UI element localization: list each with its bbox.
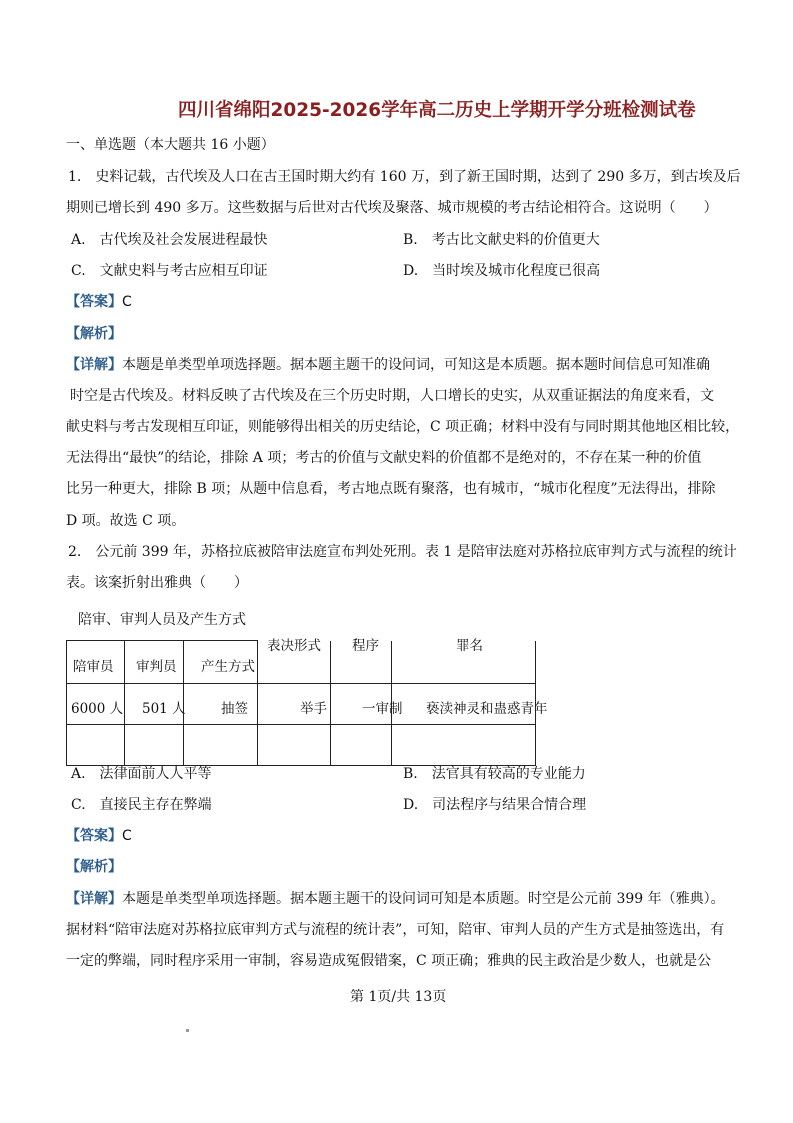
table-cell-blank: [184, 725, 258, 766]
q1-detail-line6: D 项。故选 C 项。: [66, 513, 186, 529]
q1-detail-line2: 时空是古代埃及。材料反映了古代埃及在三个历史时期，人口增长的史实，从双重证据法的角度来看，文: [70, 388, 714, 404]
q2-option-a: A. 法律面前人人平等: [71, 766, 212, 782]
q2-stem-line2: 表。该案折射出雅典（ ）: [66, 575, 248, 591]
q1-option-a: A. 古代埃及社会发展进程最快: [71, 232, 268, 248]
page-mark: [186, 1029, 189, 1032]
table-header-jurors: 陪审员: [73, 659, 114, 675]
q1-stem-line2: 期则已增长到 490 多万。这些数据与后世对古代埃及聚落、城市规模的考古结论相符合。这说明（ ）: [66, 200, 718, 216]
q2-analysis-tag: 【解析】: [66, 859, 122, 875]
q1-detail-line4: 无法得出“最快”的结论，排除 A 项；考古的价值与文献史料的价值都不是绝对的，不存在某一种的价值: [66, 450, 702, 466]
q2-detail-tag: 【详解】: [66, 891, 122, 907]
q1-detail-line3: 献史料与考古发现相互印证，则能够得出相关的历史结论，C 项正确；材料中没有与同时期其他地区相比较，: [66, 419, 740, 435]
q1-detail-tag: 【详解】: [66, 357, 122, 373]
section-heading: 一、单选题（本大题共 16 小题）: [66, 137, 275, 153]
q2-option-b: B. 法官具有较高的专业能力: [403, 766, 586, 782]
table-cell-blank: [258, 725, 331, 766]
q1-stem-line1: 1. 史料记载，古代埃及人口在古王国时期大约有 160 万，到了新王国时期，达到了 290 多万，到古埃及后: [68, 169, 741, 185]
table-header-charge: 罪名: [456, 638, 483, 654]
table-value-charge: 亵渎神灵和蛊惑青年: [426, 701, 548, 717]
table-value-vote: 举手: [300, 701, 327, 717]
document-title: 四川省绵阳2025-2026学年高二历史上学期开学分班检测试卷: [178, 100, 696, 121]
q2-answer-tag: 【答案】: [66, 828, 122, 844]
q2-option-c: C. 直接民主存在弊端: [71, 797, 212, 813]
page-footer: 第 1页/共 13页: [350, 989, 447, 1005]
q1-answer: [66, 294, 132, 310]
q1-answer-value: C: [122, 294, 132, 310]
q1-detail-line1: [66, 357, 710, 373]
table-cell-blank: [392, 725, 536, 766]
q2-detail-line2: 据材料“陪审法庭对苏格拉底审判方式与流程的统计表”，可知，陪审、审判人员的产生方式是抽签选出，有: [66, 922, 725, 938]
table-header-procedure: 程序: [352, 638, 379, 654]
table-group-header: 陪审、审判人员及产生方式: [78, 612, 246, 628]
q2-detail-text: 本题是单类型单项选择题。据本题主题干的设问词可知是本质题。时空是公元前 399 年（雅典）。: [122, 891, 725, 907]
table-cell-blank: [331, 725, 392, 766]
table-header-judges: 审判员: [136, 659, 177, 675]
q1-analysis-tag: 【解析】: [66, 326, 122, 342]
table-value-judges: 501 人: [142, 701, 186, 717]
q2-option-d: D. 司法程序与结果合情合理: [403, 797, 587, 813]
table-header-method: 产生方式: [201, 659, 255, 675]
table-header-vote: 表决形式: [267, 638, 321, 654]
q2-answer-value: C: [122, 828, 132, 844]
q2-stem-line1: 2. 公元前 399 年，苏格拉底被陪审法庭宣布判处死刑。表 1 是陪审法庭对苏格拉底审判方式与流程的统计: [68, 544, 737, 560]
table-value-jurors: 6000 人: [71, 701, 124, 717]
q1-option-c: C. 文献史料与考古应相互印证: [71, 263, 268, 279]
q2-detail-line1: [66, 891, 725, 907]
q1-detail-line5: 比另一种更大，排除 B 项；从题中信息看，考古地点既有聚落，也有城市，“城市化程度”无法得出，排除: [66, 481, 716, 497]
q1-detail-text: 本题是单类型单项选择题。据本题主题干的设问词，可知这是本质题。据本题时间信息可知准确: [122, 357, 710, 373]
q2-detail-line3: 一定的弊端，同时程序采用一审制，容易造成冤假错案，C 项正确；雅典的民主政治是少数人，也就是公: [66, 953, 712, 969]
table-cell-blank: [125, 725, 184, 766]
q2-answer: [66, 828, 132, 844]
q1-option-d: D. 当时埃及城市化程度已很高: [403, 263, 601, 279]
q1-answer-tag: 【答案】: [66, 294, 122, 310]
table-value-procedure: 一审制: [362, 701, 403, 717]
table-value-method: 抽签: [221, 701, 248, 717]
q1-option-b: B. 考古比文献史料的价值更大: [403, 232, 600, 248]
table-cell-blank: [67, 725, 125, 766]
